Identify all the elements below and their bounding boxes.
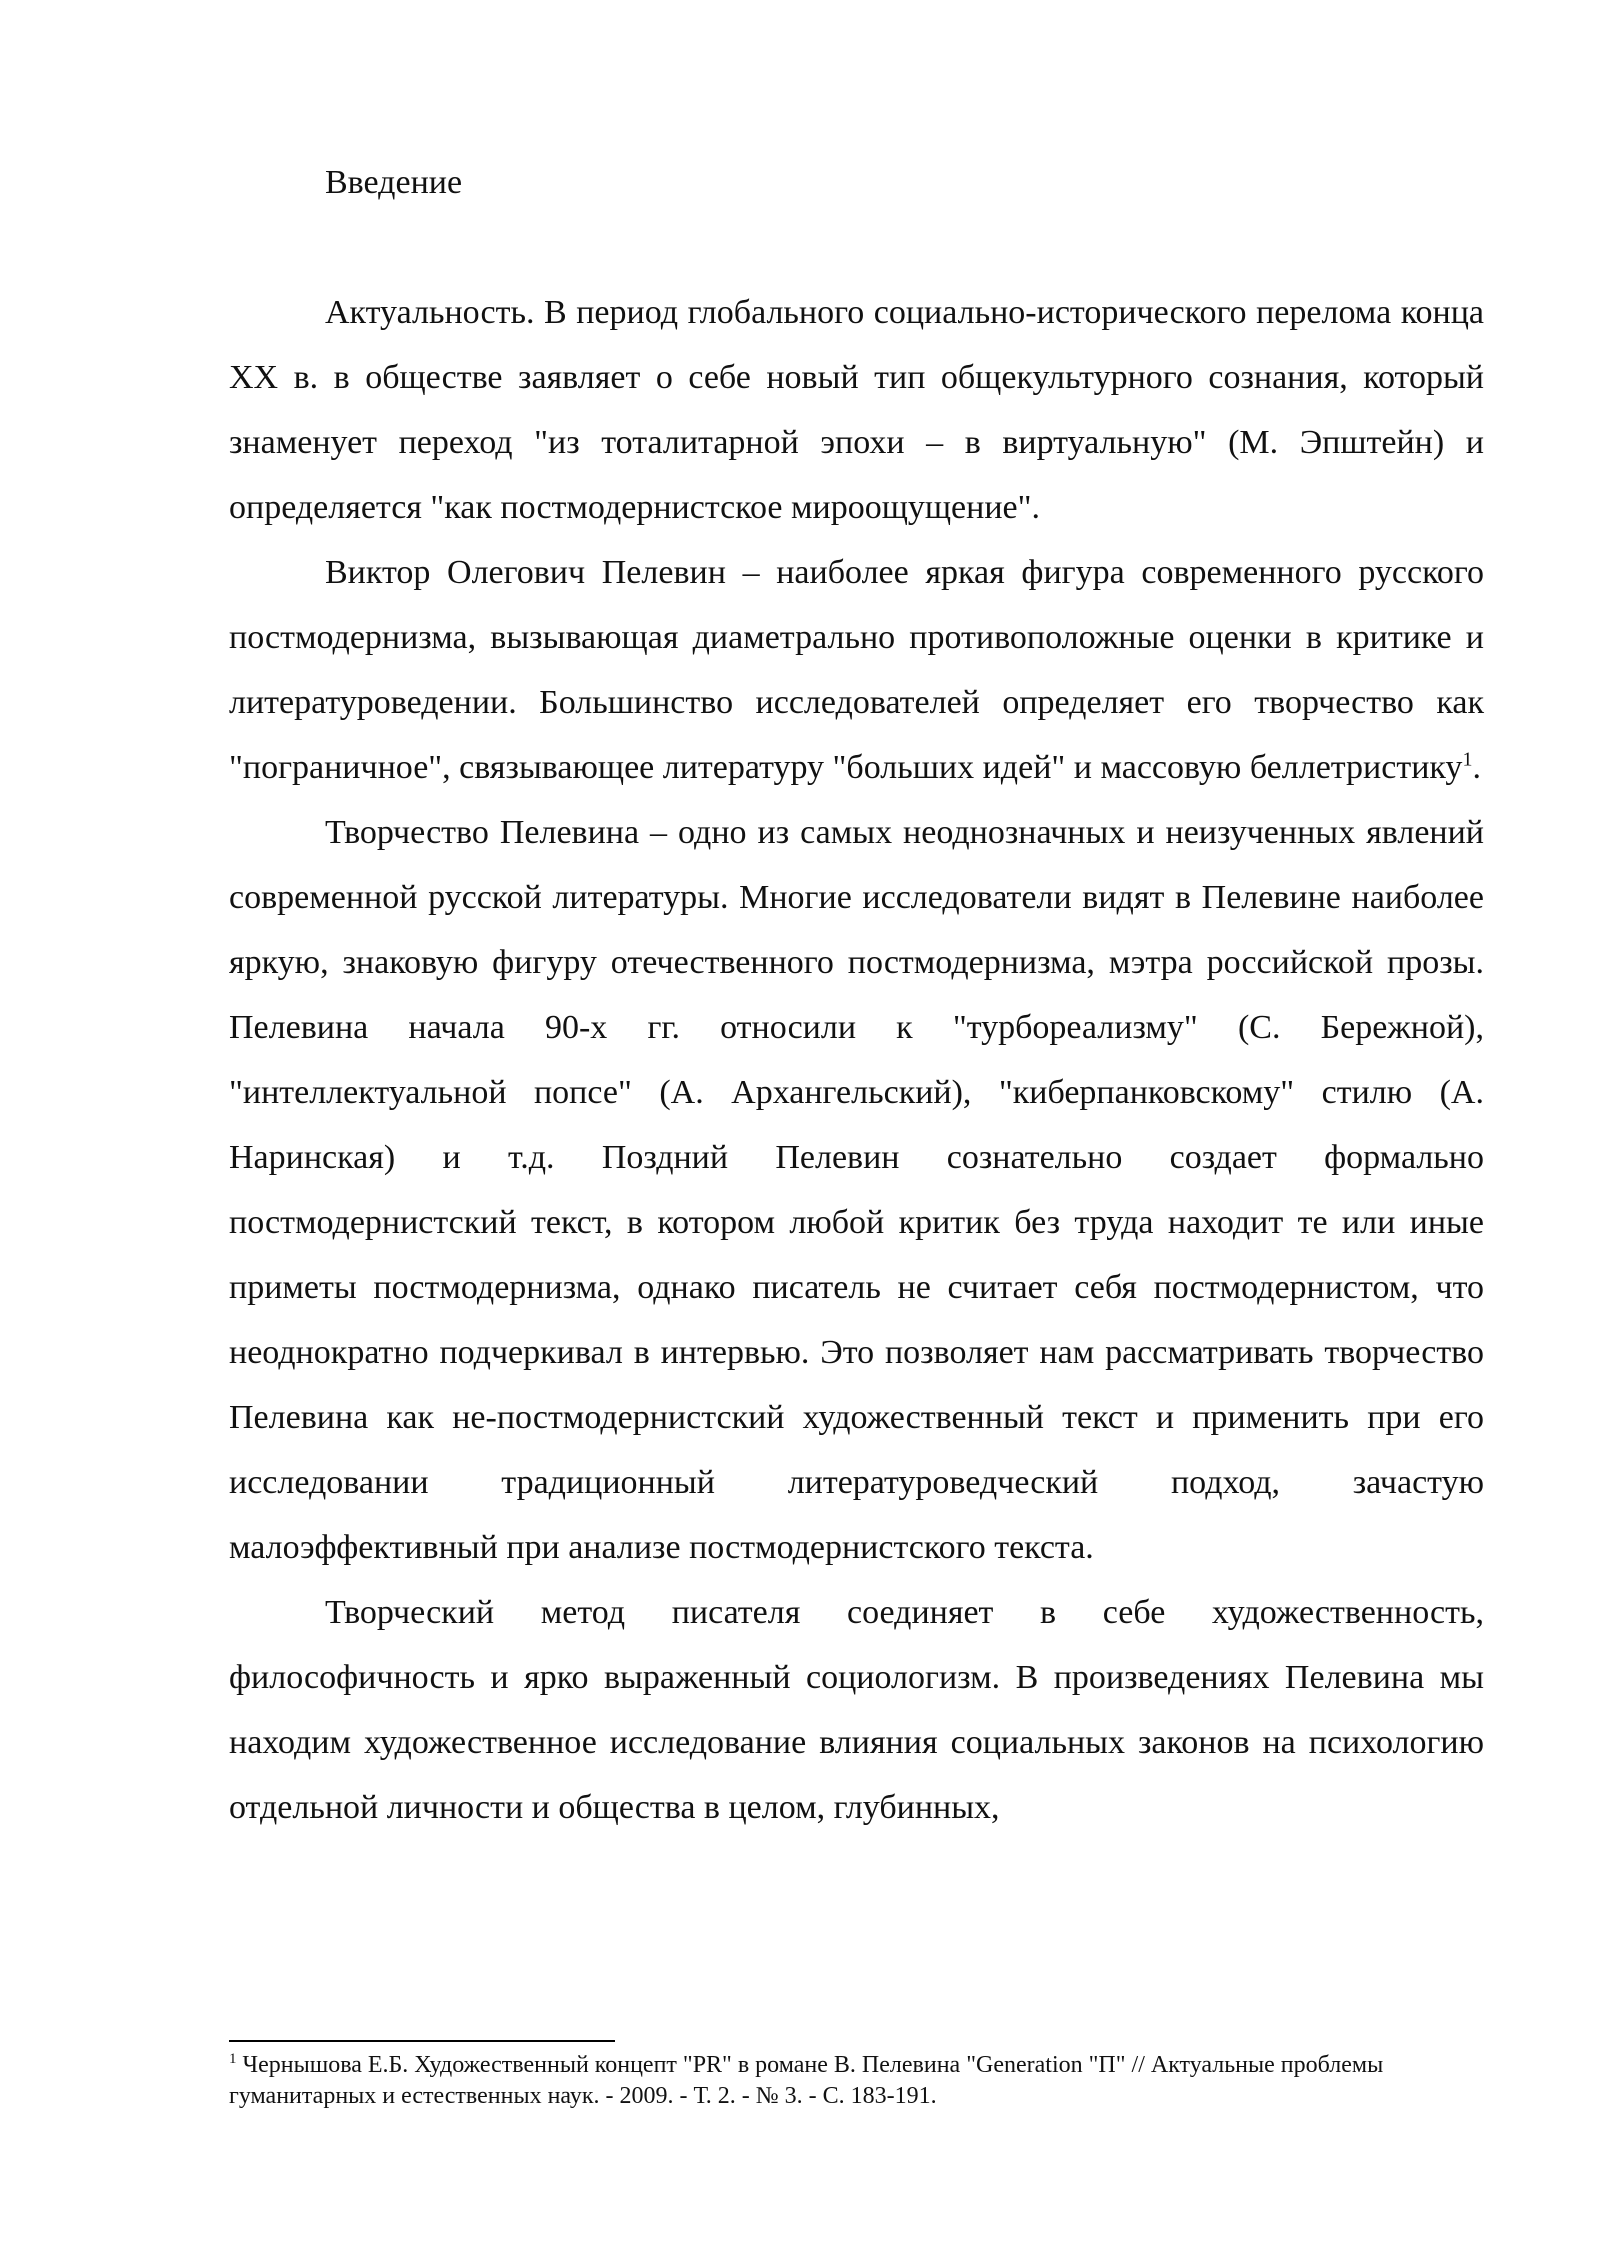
paragraph-text: Творческий метод писателя соединяет в себе художественность, философичность и ярко выраженный социологизм. В произведениях Пелевина мы находим художественное исследование влияния социальных законов на психологию отдельной личности и общества в целом, глубинных, [229,1594,1484,1826]
paragraph-text: Актуальность. В период глобального социально-исторического перелома конца XX в. в обществе заявляет о себе новый тип общекультурного сознания, который знаменует переход "из тоталитарной эпохи – в виртуальную" (М. Эпштейн) и определяется "как постмодернистское мироощущение". [229,294,1484,526]
footnote-number: 1 [229,2051,237,2067]
paragraph-text: Виктор Олегович Пелевин – наиболее яркая фигура современного русского постмодернизма, вызывающая диаметрально противоположные оценки в критике и литературоведении. Большинство исследователей определяет его творчество как "пограничное", связывающее литературу "больших идей" и массовую беллетристику [229,554,1484,786]
footnote [229,2050,1484,2112]
footnote-reference[interactable]: 1 [1462,748,1473,771]
paragraph-relevance [229,280,1484,540]
footnote-separator [229,2040,615,2042]
footnote-text: Чернышова Е.Б. Художественный концепт "PR" в романе В. Пелевина "Generation "П" // Актуальные проблемы гуманитарных и естественных наук. - 2009. - Т. 2. - № 3. - С. 183-191. [229,2052,1384,2109]
paragraph-tail: . [1472,749,1481,786]
document-body [229,150,1484,1840]
paragraph-pelevin-figure [229,540,1484,800]
paragraph-text: Творчество Пелевина – одно из самых неоднозначных и неизученных явлений современной русской литературы. Многие исследователи видят в Пелевине наиболее яркую, знаковую фигуру отечественного постмодернизма, мэтра российской прозы. Пелевина начала 90-х гг. относили к "турбореализму" (С. Бережной), "интеллектуальной попсе" (А. Архангельский), "киберпанковскому" стилю (А. Наринская) и т.д. Поздний Пелевин сознательно создает формально постмодернистский текст, в котором любой критик без труда находит те или иные приметы постмодернизма, однако писатель не считает себя постмодернистом, что неоднократно подчеркивал в интервью. Это позволяет нам рассматривать творчество Пелевина как не-постмодернистский художественный текст и применить при его исследовании традиционный литературоведческий подход, зачастую малоэффективный при анализе постмодернистского текста. [229,814,1484,1566]
paragraph-creative-method [229,1580,1484,1840]
section-heading: Введение [325,164,463,201]
paragraph-pelevin-work [229,800,1484,1580]
